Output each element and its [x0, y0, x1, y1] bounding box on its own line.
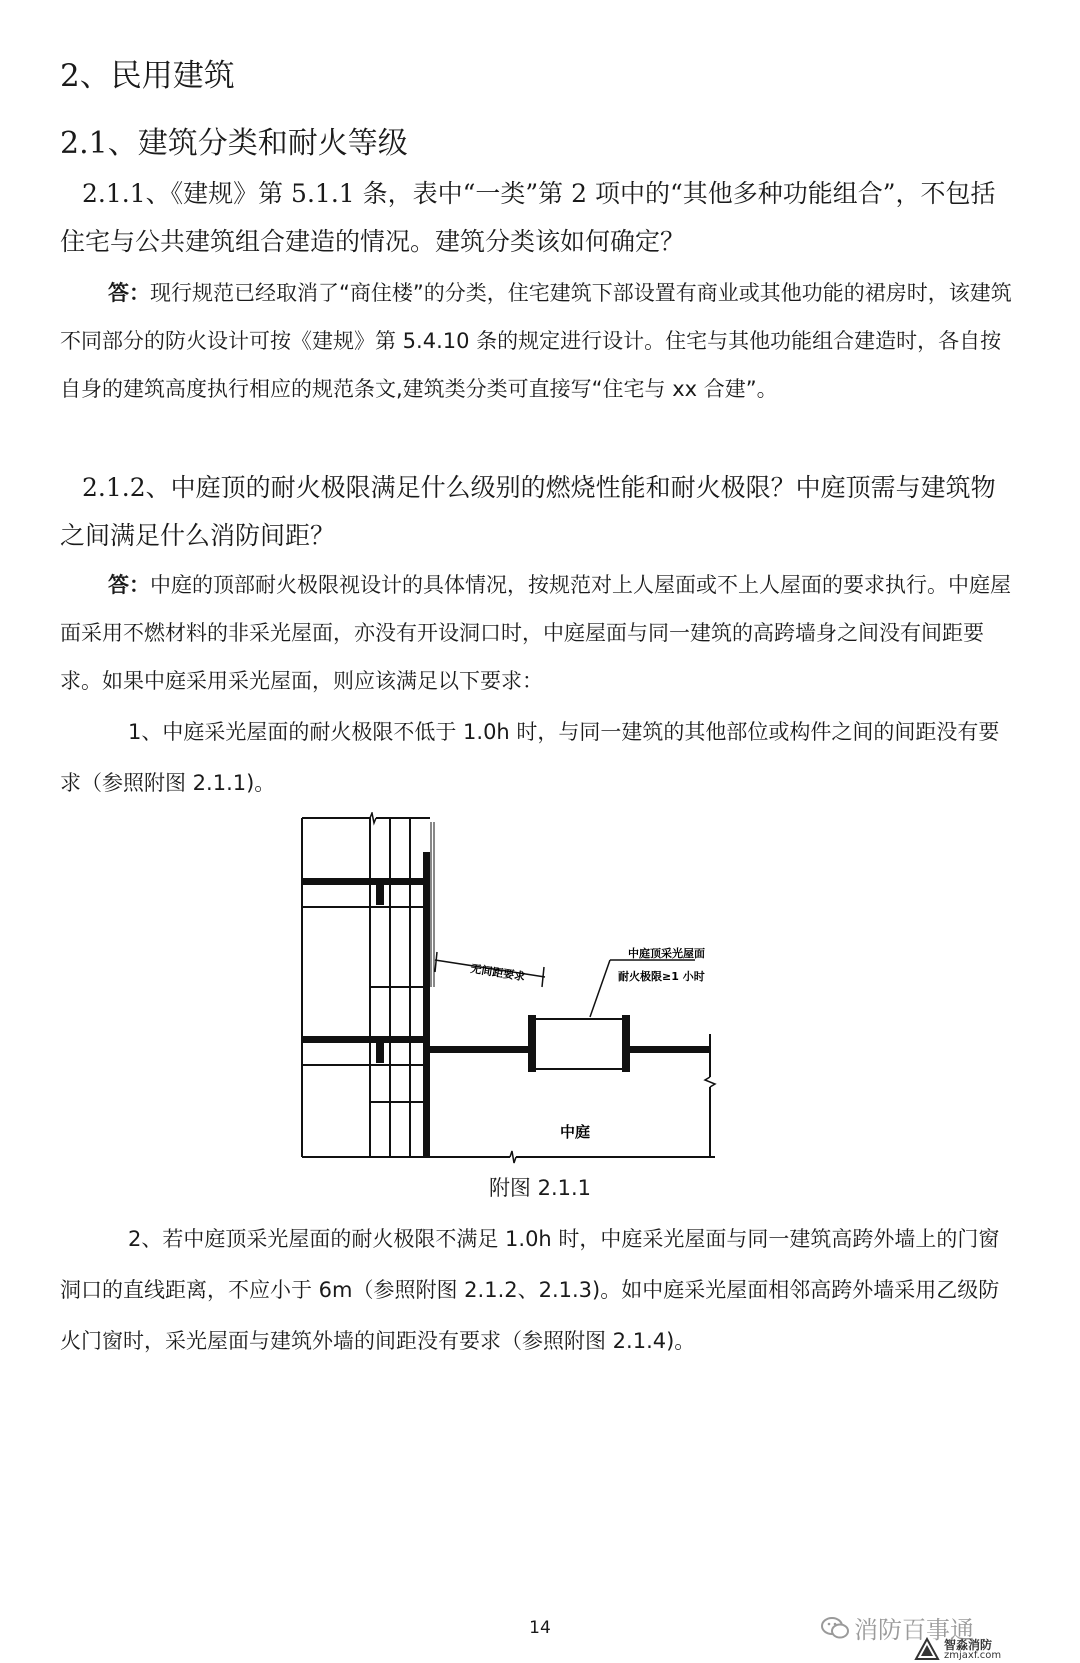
break-mark: [510, 1151, 516, 1163]
answer-2-1-2: [60, 561, 1015, 705]
skylight-roof: [533, 1019, 625, 1069]
answer-label: 答：: [108, 573, 150, 597]
site-logo: [910, 1636, 1080, 1663]
requirement-2: 2、若中庭顶采光屋面的耐火极限不满足 1.0h 时，中庭采光屋面与同一建筑高跨外墙上的门窗洞口的直线距离，不应小于 6m（参照附图 2.1.2、2.1.3)。如中庭采光屋面相邻高跨外墙采用乙级防火门窗时，采光屋面与建筑外墙的间距没有要求（参照附图 2.1.4)。: [60, 1227, 1000, 1353]
answer-label: 答：: [108, 281, 150, 305]
section-heading: 2、民用建筑: [60, 58, 235, 94]
watermark-text: 消防百事通: [854, 1616, 974, 1644]
floor-slab-lower: [302, 1036, 428, 1043]
answer-text: 现行规范已经取消了“商住楼”的分类，住宅建筑下部设置有商业或其他功能的裙房时，该建筑不同部分的防火设计可按《建规》第 5.4.10 条的规定进行设计。住宅与其他功能组合建造时，各自按自身的建筑高度执行相应的规范条文,建筑类分类可直接写“住宅与 xx 合建”。: [60, 281, 1012, 401]
answer-text: 中庭的顶部耐火极限视设计的具体情况，按规范对上人屋面或不上人屋面的要求执行。中庭屋面采用不燃材料的非采光屋面，亦没有开设洞口时，中庭屋面与同一建筑的高跨墙身之间没有间距要求。如果中庭采用采光屋面，则应该满足以下要求：: [60, 573, 1011, 693]
label-roof-line2: 耐火极限≥1 小时: [618, 970, 705, 983]
leader-line: [590, 960, 610, 1017]
atrium-section-drawing: [290, 812, 730, 1172]
high-wall: [423, 852, 430, 1157]
atrium-roof-beam-right: [625, 1046, 710, 1053]
atrium-roof-beam-left: [430, 1046, 533, 1053]
label-no-distance: 无间距要求: [469, 962, 526, 984]
question-2-1-2: 2.1.2、中庭顶的耐火极限满足什么级别的燃烧性能和耐火极限？中庭顶需与建筑物之间满足什么消防间距？: [60, 473, 996, 550]
figure-caption: 附图 2.1.1: [488, 1176, 592, 1200]
subsection-heading: 2.1、建筑分类和耐火等级: [60, 126, 408, 161]
answer-2-1-1: [60, 269, 1015, 413]
floor-slab-upper: [302, 878, 428, 885]
label-roof-line1: 中庭顶采光屋面: [628, 947, 705, 960]
logo-name: 智淼消防: [944, 1638, 993, 1652]
logo-mark-icon: [914, 1637, 940, 1661]
question-2-1-1: 2.1.1、《建规》第 5.1.1 条，表中“一类”第 2 项中的“其他多种功能组合”，不包括住宅与公共建筑组合建造的情况。建筑分类该如何确定？: [60, 179, 996, 256]
page-number: 14: [529, 1618, 551, 1638]
wechat-icon: [820, 1615, 850, 1647]
label-atrium: 中庭: [560, 1123, 591, 1141]
figure-2-1-1: [290, 812, 730, 1172]
requirement-1: 1、中庭采光屋面的耐火极限不低于 1.0h 时，与同一建筑的其他部位或构件之间的间距没有要求（参照附图 2.1.1)。: [60, 720, 1000, 795]
logo-url: zmjaxf.com: [944, 1650, 1002, 1661]
